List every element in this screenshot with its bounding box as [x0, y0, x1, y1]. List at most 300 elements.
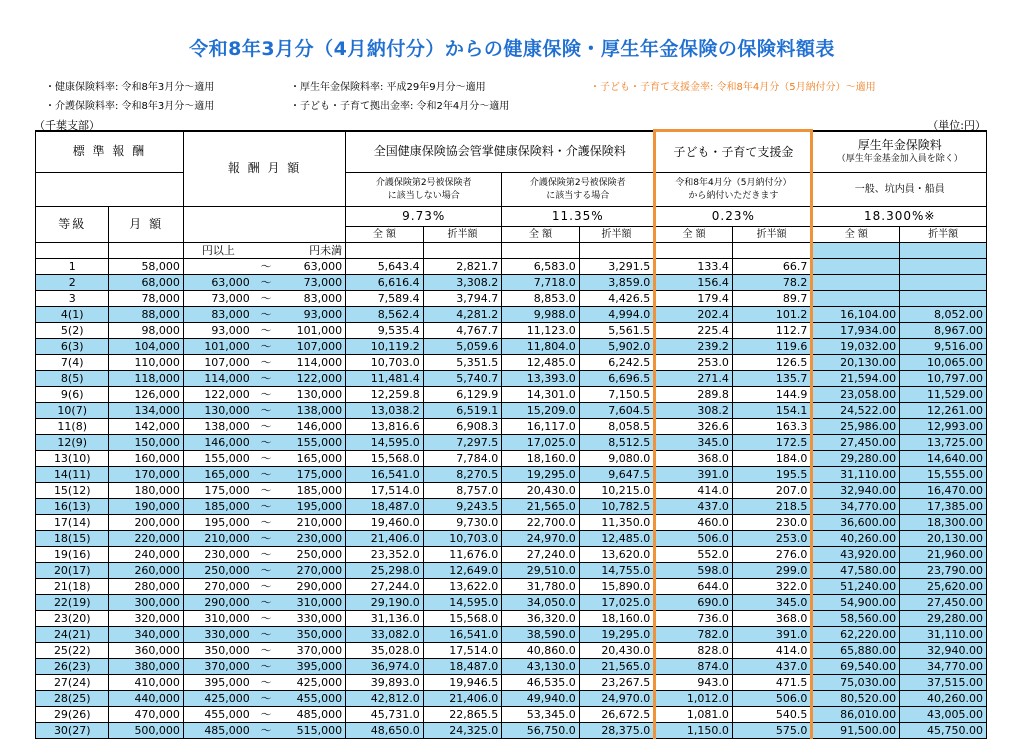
child-support-full-cell: 225.4 — [655, 323, 733, 339]
kenpo-with-care-full-cell: 20,430.0 — [502, 483, 580, 499]
kenpo-no-care-half-cell: 15,568.0 — [423, 611, 502, 627]
pension-full-cell: 91,500.00 — [812, 723, 900, 739]
range-from-cell: 455,000 — [183, 707, 252, 723]
range-from-cell: 107,000 — [183, 355, 252, 371]
child-support-half-cell: 540.5 — [732, 707, 812, 723]
pension-half-cell: 8,052.00 — [900, 307, 987, 323]
range-from-cell: 185,000 — [183, 499, 252, 515]
note-care-rate: ・介護保険料率: 令和8年3月分～適用 — [45, 101, 215, 112]
yen-under-label: 円未満 — [279, 243, 345, 259]
kenpo-no-care-full-cell: 23,352.0 — [346, 547, 424, 563]
premium-table-wrapper — [35, 129, 987, 739]
pension-full-cell: 25,986.00 — [812, 419, 900, 435]
pension-half-cell: 11,529.00 — [900, 387, 987, 403]
grade-cell: 9(6) — [36, 387, 109, 403]
kenpo-with-care-half-cell: 28,375.0 — [579, 723, 655, 739]
pension-half-cell: 17,385.00 — [900, 499, 987, 515]
monthly-cell: 500,000 — [109, 723, 183, 739]
pension-full-cell: 62,220.00 — [812, 627, 900, 643]
pension-half-cell: 43,005.00 — [900, 707, 987, 723]
premium-table — [35, 129, 987, 739]
table-row — [36, 563, 987, 579]
kenpo-no-care-half-cell: 22,865.5 — [423, 707, 502, 723]
pension-half-cell: 15,555.00 — [900, 467, 987, 483]
kenpo-no-care-full-cell: 27,244.0 — [346, 579, 424, 595]
kenpo-no-care-full-cell: 31,136.0 — [346, 611, 424, 627]
pension-full-cell: 24,522.00 — [812, 403, 900, 419]
kenpo-no-care-half-cell: 6,908.3 — [423, 419, 502, 435]
range-to-cell: 270,000 — [279, 563, 345, 579]
child-support-half-cell: 66.7 — [732, 259, 812, 275]
table-row — [36, 579, 987, 595]
kenpo-with-care-half-cell: 9,080.0 — [579, 451, 655, 467]
kenpo-no-care-full-cell: 10,703.0 — [346, 355, 424, 371]
grade-cell: 1 — [36, 259, 109, 275]
monthly-cell: 190,000 — [109, 499, 183, 515]
branch-label: （千葉支部） — [34, 119, 100, 132]
pension-full-cell — [812, 259, 900, 275]
pension-title: 厚生年金保険料 — [857, 137, 942, 152]
pension-full-cell: 86,010.00 — [812, 707, 900, 723]
range-tilde: ～ — [253, 707, 280, 723]
pension-half-cell: 18,300.00 — [900, 515, 987, 531]
range-to-cell: 230,000 — [279, 531, 345, 547]
kenpo-with-care-full-cell: 19,295.0 — [502, 467, 580, 483]
table-row — [36, 547, 987, 563]
table-row — [36, 403, 987, 419]
range-from-cell — [183, 259, 252, 275]
child-support-half-cell: 368.0 — [732, 611, 812, 627]
kenpo-no-care-half-cell: 9,243.5 — [423, 499, 502, 515]
monthly-cell: 220,000 — [109, 531, 183, 547]
child-support-half-cell: 471.5 — [732, 675, 812, 691]
child-support-full-cell: 1,081.0 — [655, 707, 733, 723]
col-half-1: 折半額 — [423, 227, 502, 243]
range-tilde: ～ — [253, 355, 280, 371]
pension-full-cell: 27,450.00 — [812, 435, 900, 451]
child-support-full-cell: 598.0 — [655, 563, 733, 579]
range-spacer — [183, 207, 345, 243]
yen-spacer — [900, 243, 987, 259]
kenpo-with-care-half-cell: 7,604.5 — [579, 403, 655, 419]
kenpo-no-care-half-cell: 9,730.0 — [423, 515, 502, 531]
kenpo-no-care-full-cell: 14,595.0 — [346, 435, 424, 451]
range-from-cell: 114,000 — [183, 371, 252, 387]
pension-half-cell: 13,725.00 — [900, 435, 987, 451]
range-from-cell: 485,000 — [183, 723, 252, 739]
range-tilde: ～ — [253, 675, 280, 691]
standard-remuneration-header: 標 準 報 酬 — [36, 131, 184, 173]
note-child-support-rate: ・子ども・子育て支援金率: 令和8年4月分（5月納付分）～適用 — [590, 82, 876, 93]
monthly-cell: 320,000 — [109, 611, 183, 627]
table-row — [36, 419, 987, 435]
child-support-half-cell: 89.7 — [732, 291, 812, 307]
pension-full-cell: 43,920.00 — [812, 547, 900, 563]
kenpo-no-care-full-cell: 12,259.8 — [346, 387, 424, 403]
pension-half-cell: 12,261.00 — [900, 403, 987, 419]
range-to-cell: 290,000 — [279, 579, 345, 595]
range-tilde: ～ — [253, 403, 280, 419]
kenpo-header: 全国健康保険協会管掌健康保険料・介護保険料 — [346, 131, 655, 173]
grade-cell: 20(17) — [36, 563, 109, 579]
child-support-full-cell: 156.4 — [655, 275, 733, 291]
kenpo-no-care-full-cell: 13,816.6 — [346, 419, 424, 435]
pension-full-cell: 58,560.00 — [812, 611, 900, 627]
grade-cell: 6(3) — [36, 339, 109, 355]
kenpo-no-care-header: 介護保険第2号被保険者 に該当しない場合 — [346, 173, 502, 207]
grade-cell: 25(22) — [36, 643, 109, 659]
yen-spacer — [36, 243, 109, 259]
table-row — [36, 323, 987, 339]
grade-cell: 19(16) — [36, 547, 109, 563]
range-to-cell: 310,000 — [279, 595, 345, 611]
monthly-cell: 126,000 — [109, 387, 183, 403]
kenpo-with-care-full-cell: 46,535.0 — [502, 675, 580, 691]
child-support-full-cell: 253.0 — [655, 355, 733, 371]
child-support-full-cell: 133.4 — [655, 259, 733, 275]
range-from-cell: 310,000 — [183, 611, 252, 627]
pension-full-cell: 40,260.00 — [812, 531, 900, 547]
range-to-cell: 195,000 — [279, 499, 345, 515]
kenpo-with-care-half-cell: 5,561.5 — [579, 323, 655, 339]
child-support-half-cell: 112.7 — [732, 323, 812, 339]
range-to-cell: 350,000 — [279, 627, 345, 643]
table-row — [36, 467, 987, 483]
kenpo-no-care-half-cell: 5,351.5 — [423, 355, 502, 371]
table-row — [36, 307, 987, 323]
monthly-cell: 160,000 — [109, 451, 183, 467]
range-to-cell: 250,000 — [279, 547, 345, 563]
kenpo-no-care-half-cell: 8,757.0 — [423, 483, 502, 499]
range-to-cell: 485,000 — [279, 707, 345, 723]
table-row — [36, 643, 987, 659]
pension-full-cell: 75,030.00 — [812, 675, 900, 691]
monthly-cell: 88,000 — [109, 307, 183, 323]
yen-spacer — [109, 243, 183, 259]
pension-half-cell — [900, 291, 987, 307]
rate-no-care: 9.73% — [346, 207, 502, 227]
range-tilde: ～ — [253, 627, 280, 643]
pension-full-cell: 69,540.00 — [812, 659, 900, 675]
kenpo-with-care-half-cell: 9,647.5 — [579, 467, 655, 483]
range-tilde: ～ — [253, 643, 280, 659]
range-to-cell: 455,000 — [279, 691, 345, 707]
monthly-cell: 440,000 — [109, 691, 183, 707]
monthly-cell: 360,000 — [109, 643, 183, 659]
child-support-full-cell: 690.0 — [655, 595, 733, 611]
kenpo-with-care-full-cell: 7,718.0 — [502, 275, 580, 291]
grade-cell: 10(7) — [36, 403, 109, 419]
kenpo-with-care-full-cell: 17,025.0 — [502, 435, 580, 451]
range-from-cell: 122,000 — [183, 387, 252, 403]
pension-full-cell: 20,130.00 — [812, 355, 900, 371]
kenpo-with-care-half-cell: 8,512.5 — [579, 435, 655, 451]
yen-spacer — [502, 243, 580, 259]
pension-half-cell: 16,470.00 — [900, 483, 987, 499]
kenpo-with-care-full-cell: 8,853.0 — [502, 291, 580, 307]
kenpo-with-care-full-cell: 21,565.0 — [502, 499, 580, 515]
child-support-full-cell: 644.0 — [655, 579, 733, 595]
table-row — [36, 259, 987, 275]
range-to-cell: 122,000 — [279, 371, 345, 387]
child-support-full-cell: 345.0 — [655, 435, 733, 451]
note-health-rate: ・健康保険料率: 令和8年3月分～適用 — [45, 82, 215, 93]
col-half-4: 折半額 — [900, 227, 987, 243]
kenpo-no-care-full-cell: 29,190.0 — [346, 595, 424, 611]
kenpo-with-care-full-cell: 12,485.0 — [502, 355, 580, 371]
child-support-half-cell: 437.0 — [732, 659, 812, 675]
pension-subtitle: （厚生年金基金加入員を除く） — [836, 153, 963, 164]
kenpo-no-care-full-cell: 17,514.0 — [346, 483, 424, 499]
table-row — [36, 611, 987, 627]
monthly-header: 月 額 — [109, 207, 183, 243]
kenpo-no-care-full-cell: 21,406.0 — [346, 531, 424, 547]
child-support-half-cell: 163.3 — [732, 419, 812, 435]
monthly-cell: 180,000 — [109, 483, 183, 499]
pension-full-cell: 21,594.00 — [812, 371, 900, 387]
grade-cell: 23(20) — [36, 611, 109, 627]
grade-cell: 30(27) — [36, 723, 109, 739]
child-support-full-cell: 239.2 — [655, 339, 733, 355]
child-support-header: 子ども・子育て支援金 — [655, 131, 812, 173]
table-row — [36, 291, 987, 307]
child-support-full-cell: 368.0 — [655, 451, 733, 467]
monthly-cell: 170,000 — [109, 467, 183, 483]
child-support-half-cell: 101.2 — [732, 307, 812, 323]
range-to-cell: 93,000 — [279, 307, 345, 323]
child-support-full-cell: 326.6 — [655, 419, 733, 435]
unit-label: （単位:円） — [927, 119, 986, 132]
kenpo-no-care-full-cell: 18,487.0 — [346, 499, 424, 515]
kenpo-with-care-full-cell: 11,123.0 — [502, 323, 580, 339]
monthly-cell: 280,000 — [109, 579, 183, 595]
grade-cell: 17(14) — [36, 515, 109, 531]
range-to-cell: 83,000 — [279, 291, 345, 307]
kenpo-no-care-half-cell: 5,059.6 — [423, 339, 502, 355]
grade-cell: 3 — [36, 291, 109, 307]
kenpo-no-care-full-cell: 36,974.0 — [346, 659, 424, 675]
child-support-full-cell: 828.0 — [655, 643, 733, 659]
range-from-cell: 175,000 — [183, 483, 252, 499]
range-to-cell: 395,000 — [279, 659, 345, 675]
monthly-cell: 200,000 — [109, 515, 183, 531]
range-to-cell: 101,000 — [279, 323, 345, 339]
pension-half-cell — [900, 259, 987, 275]
pension-half-cell: 31,110.00 — [900, 627, 987, 643]
range-to-cell: 73,000 — [279, 275, 345, 291]
kenpo-with-care-full-cell: 31,780.0 — [502, 579, 580, 595]
range-tilde: ～ — [253, 435, 280, 451]
pension-half-cell: 12,993.00 — [900, 419, 987, 435]
kenpo-no-care-half-cell: 2,821.7 — [423, 259, 502, 275]
child-support-half-cell: 299.0 — [732, 563, 812, 579]
table-row — [36, 451, 987, 467]
pension-half-cell: 10,797.00 — [900, 371, 987, 387]
col-full-4: 全 額 — [812, 227, 900, 243]
grade-cell: 15(12) — [36, 483, 109, 499]
kenpo-with-care-half-cell: 13,620.0 — [579, 547, 655, 563]
grade-header: 等級 — [36, 207, 109, 243]
pension-half-cell: 37,515.00 — [900, 675, 987, 691]
range-to-cell: 210,000 — [279, 515, 345, 531]
pension-half-cell: 23,790.00 — [900, 563, 987, 579]
child-support-half-cell: 144.9 — [732, 387, 812, 403]
child-support-full-cell: 943.0 — [655, 675, 733, 691]
grade-cell: 28(25) — [36, 691, 109, 707]
kenpo-no-care-full-cell: 8,562.4 — [346, 307, 424, 323]
col-full-1: 全 額 — [346, 227, 424, 243]
yen-spacer — [732, 243, 812, 259]
table-row — [36, 355, 987, 371]
pension-full-cell: 51,240.00 — [812, 579, 900, 595]
pension-half-cell: 45,750.00 — [900, 723, 987, 739]
range-to-cell: 114,000 — [279, 355, 345, 371]
range-tilde: ～ — [253, 595, 280, 611]
kenpo-with-care-full-cell: 24,970.0 — [502, 531, 580, 547]
pension-half-cell: 34,770.00 — [900, 659, 987, 675]
kenpo-no-care-half-cell: 14,595.0 — [423, 595, 502, 611]
grade-cell: 4(1) — [36, 307, 109, 323]
grade-cell: 8(5) — [36, 371, 109, 387]
child-support-half-cell: 345.0 — [732, 595, 812, 611]
kenpo-with-care-full-cell: 40,860.0 — [502, 643, 580, 659]
range-from-cell: 425,000 — [183, 691, 252, 707]
monthly-cell: 134,000 — [109, 403, 183, 419]
pension-half-cell: 14,640.00 — [900, 451, 987, 467]
kenpo-no-care-full-cell: 39,893.0 — [346, 675, 424, 691]
range-tilde: ～ — [253, 515, 280, 531]
child-support-half-cell: 184.0 — [732, 451, 812, 467]
range-tilde: ～ — [253, 419, 280, 435]
pension-half-cell: 10,065.00 — [900, 355, 987, 371]
table-row — [36, 387, 987, 403]
kenpo-no-care-full-cell: 19,460.0 — [346, 515, 424, 531]
kenpo-with-care-full-cell: 22,700.0 — [502, 515, 580, 531]
range-from-cell: 230,000 — [183, 547, 252, 563]
range-tilde: ～ — [253, 291, 280, 307]
pension-full-cell: 23,058.00 — [812, 387, 900, 403]
kenpo-with-care-half-cell: 11,350.0 — [579, 515, 655, 531]
child-support-full-cell: 506.0 — [655, 531, 733, 547]
child-support-half-cell: 172.5 — [732, 435, 812, 451]
child-support-half-cell: 322.0 — [732, 579, 812, 595]
grade-cell: 24(21) — [36, 627, 109, 643]
rate-child-support: 0.23% — [655, 207, 812, 227]
kenpo-with-care-half-cell: 10,215.0 — [579, 483, 655, 499]
kenpo-no-care-half-cell: 12,649.0 — [423, 563, 502, 579]
kenpo-no-care-half-cell: 16,541.0 — [423, 627, 502, 643]
kenpo-with-care-full-cell: 29,510.0 — [502, 563, 580, 579]
range-to-cell: 155,000 — [279, 435, 345, 451]
table-row — [36, 435, 987, 451]
monthly-cell: 78,000 — [109, 291, 183, 307]
grade-cell: 5(2) — [36, 323, 109, 339]
pension-full-cell: 16,104.00 — [812, 307, 900, 323]
grade-cell: 7(4) — [36, 355, 109, 371]
child-support-full-cell: 202.4 — [655, 307, 733, 323]
kenpo-with-care-half-cell: 23,267.5 — [579, 675, 655, 691]
grade-cell: 21(18) — [36, 579, 109, 595]
pension-half-cell: 8,967.00 — [900, 323, 987, 339]
pension-full-cell: 19,032.00 — [812, 339, 900, 355]
standard-spacer — [36, 173, 184, 207]
monthly-cell: 340,000 — [109, 627, 183, 643]
pension-half-cell: 20,130.00 — [900, 531, 987, 547]
pension-full-cell: 29,280.00 — [812, 451, 900, 467]
monthly-cell: 58,000 — [109, 259, 183, 275]
range-from-cell: 210,000 — [183, 531, 252, 547]
pension-half-cell: 40,260.00 — [900, 691, 987, 707]
kenpo-no-care-full-cell: 16,541.0 — [346, 467, 424, 483]
kenpo-with-care-full-cell: 13,393.0 — [502, 371, 580, 387]
premium-table-body — [36, 243, 987, 739]
col-full-3: 全 額 — [655, 227, 733, 243]
kenpo-with-care-full-cell: 6,583.0 — [502, 259, 580, 275]
kenpo-no-care-half-cell: 4,767.7 — [423, 323, 502, 339]
range-tilde: ～ — [253, 467, 280, 483]
child-support-full-cell: 874.0 — [655, 659, 733, 675]
kenpo-no-care-half-cell: 13,622.0 — [423, 579, 502, 595]
child-support-full-cell: 460.0 — [655, 515, 733, 531]
range-from-cell: 250,000 — [183, 563, 252, 579]
table-row — [36, 371, 987, 387]
child-support-half-cell: 391.0 — [732, 627, 812, 643]
rate-with-care: 11.35% — [502, 207, 655, 227]
range-tilde: ～ — [253, 275, 280, 291]
grade-cell: 14(11) — [36, 467, 109, 483]
range-from-cell: 138,000 — [183, 419, 252, 435]
kenpo-with-care-full-cell: 11,804.0 — [502, 339, 580, 355]
grade-cell: 11(8) — [36, 419, 109, 435]
monthly-cell: 410,000 — [109, 675, 183, 691]
kenpo-no-care-half-cell: 4,281.2 — [423, 307, 502, 323]
child-support-full-cell: 271.4 — [655, 371, 733, 387]
range-tilde: ～ — [253, 579, 280, 595]
kenpo-no-care-full-cell: 48,650.0 — [346, 723, 424, 739]
child-support-full-cell: 289.8 — [655, 387, 733, 403]
kenpo-with-care-half-cell: 26,672.5 — [579, 707, 655, 723]
range-from-cell: 155,000 — [183, 451, 252, 467]
monthly-cell: 110,000 — [109, 355, 183, 371]
range-from-cell: 370,000 — [183, 659, 252, 675]
range-tilde: ～ — [253, 499, 280, 515]
grade-cell: 13(10) — [36, 451, 109, 467]
range-from-cell: 83,000 — [183, 307, 252, 323]
monthly-cell: 118,000 — [109, 371, 183, 387]
range-tilde: ～ — [253, 339, 280, 355]
child-support-full-cell: 308.2 — [655, 403, 733, 419]
child-support-half-cell: 575.0 — [732, 723, 812, 739]
pension-full-cell — [812, 291, 900, 307]
range-from-cell: 63,000 — [183, 275, 252, 291]
pension-half-cell: 21,960.00 — [900, 547, 987, 563]
kenpo-no-care-half-cell: 3,308.2 — [423, 275, 502, 291]
kenpo-with-care-half-cell: 18,160.0 — [579, 611, 655, 627]
kenpo-with-care-full-cell: 53,345.0 — [502, 707, 580, 723]
page-title: 令和8年3月分（4月納付分）からの健康保険・厚生年金保険の保険料額表 — [189, 38, 835, 60]
child-support-half-cell: 126.5 — [732, 355, 812, 371]
yen-over-label: 円以上 — [183, 243, 252, 259]
kenpo-with-care-half-cell: 10,782.5 — [579, 499, 655, 515]
yen-spacer — [423, 243, 502, 259]
kenpo-with-care-full-cell: 36,320.0 — [502, 611, 580, 627]
kenpo-no-care-half-cell: 21,406.0 — [423, 691, 502, 707]
grade-cell: 16(13) — [36, 499, 109, 515]
range-tilde: ～ — [253, 451, 280, 467]
grade-cell: 18(15) — [36, 531, 109, 547]
kenpo-with-care-full-cell: 49,940.0 — [502, 691, 580, 707]
range-from-cell: 130,000 — [183, 403, 252, 419]
